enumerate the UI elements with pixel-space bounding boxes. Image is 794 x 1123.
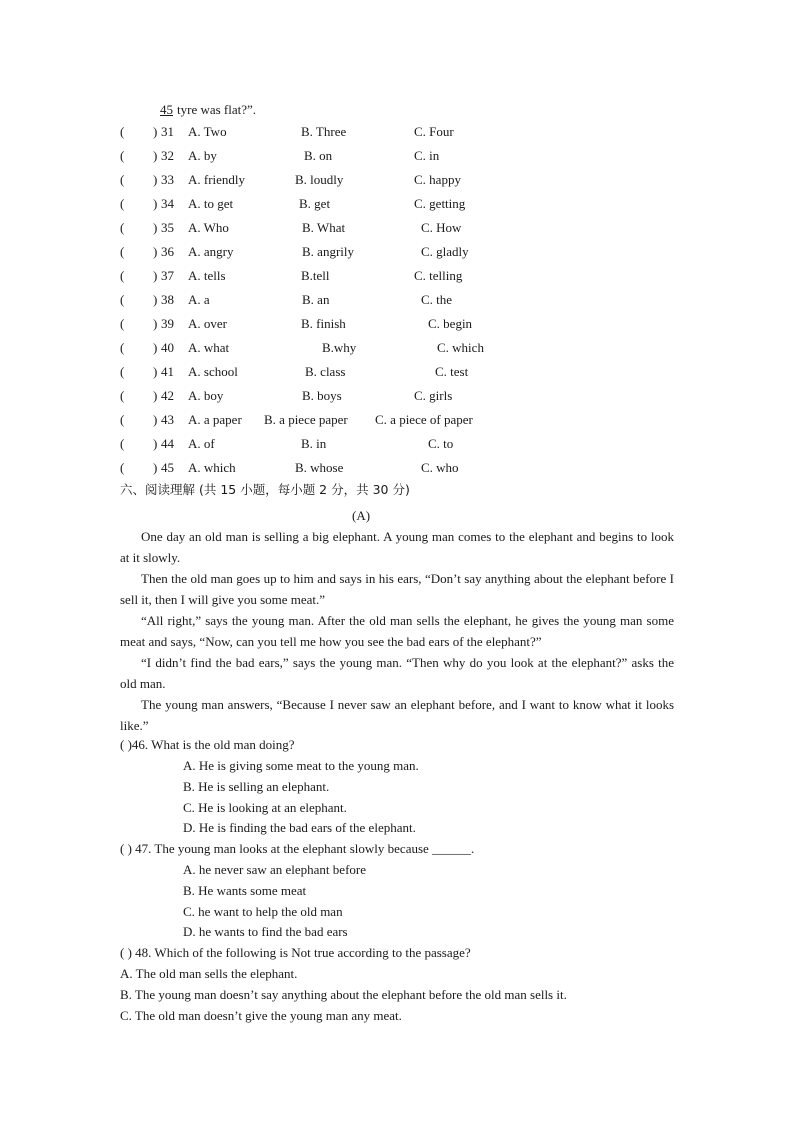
option-a: A. school [188,364,238,379]
answer-bracket-open: ( [120,364,125,379]
answer-bracket-close: ) [153,292,158,307]
question-number: 43 [161,412,174,427]
question-number: 31 [161,124,174,139]
option-a: A. which [188,460,236,475]
option-c: C. which [437,340,484,355]
option-b: B. in [301,436,327,451]
answer-bracket-open: ( [120,220,125,235]
option-a: A. angry [188,244,234,259]
passage-paragraph: One day an old man is selling a big elephant. A young man comes to the elephant and begins to look at it slowly. [120,529,674,565]
passage-label: (A) [352,508,371,523]
answer-bracket-close: ) [153,124,158,139]
option-b: B. class [305,364,346,379]
option-a: A. boy [188,388,224,403]
option-c: C. gladly [421,244,469,259]
q46-option: D. He is finding the bad ears of the elephant. [183,820,416,835]
answer-bracket-close: ) [153,412,158,427]
q47-option: A. he never saw an elephant before [183,862,366,877]
option-a: A. over [188,316,227,331]
option-c: C. in [414,148,440,163]
answer-bracket-close: ) [153,388,158,403]
q48-option: A. The old man sells the elephant. [120,966,298,981]
q48-option: B. The young man doesn’t say anything about the elephant before the old man sells it. [120,987,567,1002]
option-c: C. Four [414,124,454,139]
question-number: 36 [161,244,174,259]
q48-stem: ( ) 48. Which of the following is Not true according to the passage? [120,945,471,960]
question-number: 35 [161,220,174,235]
option-a: A. Two [188,124,227,139]
option-b: B. angrily [302,244,354,259]
option-b: B.why [322,340,357,355]
answer-bracket-open: ( [120,124,125,139]
answer-bracket-close: ) [153,316,158,331]
answer-bracket-close: ) [153,244,158,259]
answer-bracket-close: ) [153,436,158,451]
option-b: B. Three [301,124,347,139]
option-c: C. who [421,460,459,475]
option-b: B. What [302,220,346,235]
option-b: B. an [302,292,330,307]
answer-bracket-open: ( [120,148,125,163]
option-b: B. on [304,148,333,163]
q46-option: C. He is looking at an elephant. [183,800,347,815]
question-number: 32 [161,148,174,163]
option-c: C. telling [414,268,463,283]
option-b: B. boys [302,388,342,403]
option-b: B. loudly [295,172,344,187]
option-c: C. How [421,220,462,235]
q47-option: D. he wants to find the bad ears [183,924,348,939]
passage-paragraph: “I didn’t find the bad ears,” says the young man. “Then why do you look at the elephant?” asks the old man. [120,655,674,691]
answer-bracket-close: ) [153,364,158,379]
answer-bracket-open: ( [120,172,125,187]
q47-option: B. He wants some meat [183,883,307,898]
passage [120,526,674,736]
answer-bracket-open: ( [120,388,125,403]
q47-stem: ( ) 47. The young man looks at the elephant slowly because ______. [120,841,475,856]
answer-bracket-open: ( [120,268,125,283]
option-c: C. the [421,292,453,307]
q47-option: C. he want to help the old man [183,904,343,919]
answer-bracket-close: ) [153,172,158,187]
question-number: 41 [161,364,174,379]
answer-bracket-open: ( [120,244,125,259]
top-line [155,102,256,118]
section-heading: 六、阅读理解 (共 15 小题，每小题 2 分，共 30 分) [120,482,410,497]
option-a: A. to get [188,196,234,211]
q46-option: B. He is selling an elephant. [183,779,330,794]
option-a: A. Who [188,220,229,235]
option-c: C. begin [428,316,473,331]
option-c: C. girls [414,388,453,403]
question-number: 42 [161,388,174,403]
answer-bracket-close: ) [153,196,158,211]
option-a: A. a [188,292,210,307]
answer-bracket-close: ) [153,148,158,163]
option-b: B. get [299,196,331,211]
answer-bracket-close: ) [153,460,158,475]
answer-bracket-close: ) [153,268,158,283]
answer-bracket-open: ( [120,196,125,211]
question-number: 45 [161,460,174,475]
answer-bracket-open: ( [120,436,125,451]
answer-bracket-open: ( [120,292,125,307]
option-c: C. getting [414,196,466,211]
top-line-rest: tyre was flat?”. [177,102,257,117]
answer-bracket-open: ( [120,316,125,331]
passage-paragraph: The young man answers, “Because I never saw an elephant before, and I want to know what it looks like.” [120,697,674,733]
question-number: 34 [161,196,174,211]
question-number: 38 [161,292,174,307]
q46-option: A. He is giving some meat to the young man. [183,758,419,773]
option-a: A. a paper [188,412,242,427]
passage-paragraph: Then the old man goes up to him and says in his ears, “Don’t say anything about the elephant before I sell it, then I will give you some meat.” [120,571,674,607]
option-c: C. to [428,436,454,451]
answer-bracket-close: ) [153,340,158,355]
option-c: C. test [435,364,469,379]
passage-paragraph: “All right,” says the young man. After the old man sells the elephant, he gives the young man some meat and says, “Now, can you tell me how you see the bad ears of the elephant?” [120,613,674,649]
question-number: 40 [161,340,174,355]
question-number: 37 [161,268,174,283]
question-number: 33 [161,172,174,187]
answer-bracket-open: ( [120,340,125,355]
answer-bracket-open: ( [120,460,125,475]
question-number: 44 [161,436,174,451]
option-a: A. by [188,148,217,163]
option-c: C. happy [414,172,461,187]
option-c: C. a piece of paper [375,412,473,427]
option-b: B. a piece paper [264,412,348,427]
option-b: B.tell [301,268,330,283]
question-number: 39 [161,316,174,331]
answer-bracket-close: ) [153,220,158,235]
q48-option: C. The old man doesn’t give the young man any meat. [120,1008,402,1023]
option-a: A. what [188,340,230,355]
blank-45: 45 [160,102,173,117]
q46-stem: ( )46. What is the old man doing? [120,737,295,752]
option-a: A. of [188,436,215,451]
answer-bracket-open: ( [120,412,125,427]
option-b: B. finish [301,316,346,331]
option-a: A. friendly [188,172,246,187]
option-b: B. whose [295,460,344,475]
option-a: A. tells [188,268,226,283]
